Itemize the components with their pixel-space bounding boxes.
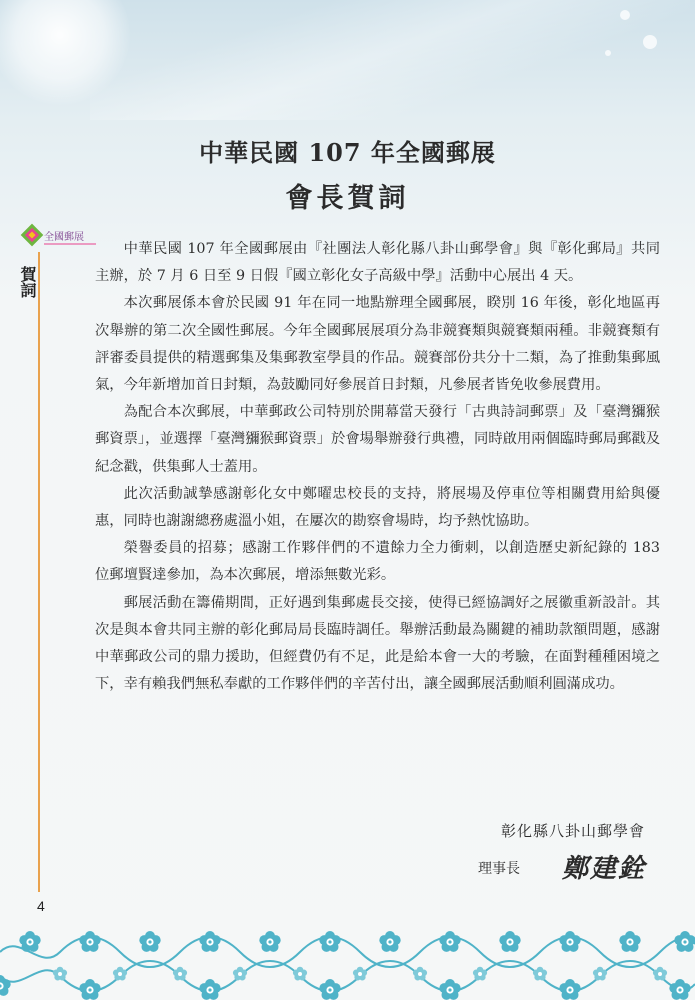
decorative-dot: [620, 10, 630, 20]
paragraph: 本次郵展係本會於民國 91 年在同一地點辦理全國郵展，睽別 16 年後，彰化地區再次舉辦的第二次全國性郵展。今年全國郵展展項分為非競賽類與競賽類兩種。非競賽類有評審委員提供的精選郵集及集郵教室學員的作品。競賽部份共分十二類，為了推動集郵風氣，今年新增加首日封類，為鼓勵同好參展首日封類，凡參展者皆免收參展費用。: [95, 295, 660, 394]
paragraph: 為配合本次郵展，中華郵政公司特別於開幕當天發行「古典詩詞郵票」及「臺灣獼猴郵資票」，並選擇「臺灣獼猴郵資票」於會場舉辦發行典禮，同時啟用兩個臨時郵局郵戳及紀念戳，供集郵人士蓋用。: [95, 404, 660, 475]
signature-role: 理事長: [478, 861, 520, 877]
page-title: 中華民國 107 年全國郵展: [199, 138, 496, 167]
decorative-dot: [605, 50, 611, 56]
side-accent-line: [38, 252, 40, 892]
paragraph: 此次活動誠摯感謝彰化女中鄭曜忠校長的支持，將展場及停車位等相關費用給與優惠，同時也謝謝總務處溫小姐，在屢次的勘察會場時，均予熱忱協助。: [95, 485, 660, 530]
signature-organization: 彰化縣八卦山郵學會: [500, 822, 645, 840]
background-light-streak: [90, 0, 690, 120]
section-label: 賀詞: [18, 266, 37, 298]
paragraph: 榮譽委員的招募；感謝工作夥伴們的不遺餘力全力衝刺，以創造歷史新紀錄的 183 位郵壇賢達參加，為本次郵展，增添無數光彩。: [95, 540, 660, 584]
decorative-dot: [643, 35, 657, 49]
floral-border-decoration: [0, 924, 695, 1000]
exhibition-logo: [18, 220, 98, 254]
page-number: 4: [37, 898, 45, 914]
paragraph: 中華民國 107 年全國郵展由『社團法人彰化縣八卦山郵學會』與『彰化郵局』共同主辦，於 7 月 6 日至 9 日假『國立彰化女子高級中學』活動中心展出 4 天。: [95, 241, 660, 285]
logo-text: 全國郵展: [44, 232, 84, 243]
signature-name: 鄭建銓: [562, 854, 647, 884]
page-subtitle: 會長賀詞: [285, 183, 410, 214]
paragraph: 郵展活動在籌備期間，正好遇到集郵處長交接，使得已經協調好之展徽重新設計。其次是與本會共同主辦的彰化郵局局長臨時調任。舉辦活動最為關鍵的補助款額問題，感謝中華郵政公司的鼎力援助，但經費仍有不足，此是給本會一大的考驗，在面對種種困境之下，幸有賴我們無私奉獻的工作夥伴們的辛苦付出，讓全國郵展活動順利圓滿成功。: [95, 594, 660, 693]
letter-body: [95, 236, 660, 698]
